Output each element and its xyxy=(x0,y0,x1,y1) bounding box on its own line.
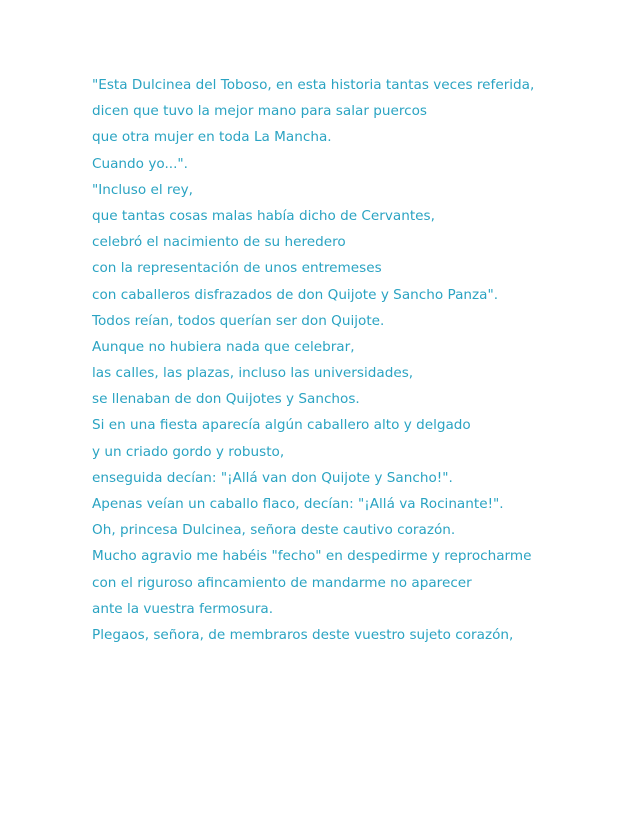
text-line: Aunque no hubiera nada que celebrar, xyxy=(92,338,355,355)
text-line: y un criado gordo y robusto, xyxy=(92,443,285,460)
text-line: Mucho agravio me habéis "fecho" en despedirme y reprocharme xyxy=(92,548,532,565)
text-line: celebró el nacimiento de su heredero xyxy=(92,234,346,251)
text-line: Plegaos, señora, de membraros deste vuestro sujeto corazón, xyxy=(92,626,514,643)
text-line: las calles, las plazas, incluso las universidades, xyxy=(92,365,414,382)
text-line: "Esta Dulcinea del Toboso, en esta historia tantas veces referida, xyxy=(92,77,535,93)
text-line: con la representación de unos entremeses xyxy=(92,260,382,277)
text-line: Apenas veían un caballo flaco, decían: "¡Allá va Rocinante!". xyxy=(92,496,504,512)
text-line: "Incluso el rey, xyxy=(92,181,193,198)
text-line: con el riguroso afincamiento de mandarme no aparecer xyxy=(92,574,472,591)
text-line: dicen que tuvo la mejor mano para salar puercos xyxy=(92,103,427,120)
text-line: Cuando yo...". xyxy=(92,155,188,172)
text-line: que otra mujer en toda La Mancha. xyxy=(92,129,332,146)
text-body xyxy=(92,72,622,648)
text-line: Todos reían, todos querían ser don Quijote. xyxy=(92,312,385,329)
text-line: ante la vuestra fermosura. xyxy=(92,600,274,617)
text-line: enseguida decían: "¡Allá van don Quijote y Sancho!". xyxy=(92,469,453,486)
text-line: se llenaban de don Quijotes y Sanchos. xyxy=(92,391,360,408)
text-line: con caballeros disfrazados de don Quijote y Sancho Panza". xyxy=(92,286,499,303)
text-line: que tantas cosas malas había dicho de Cervantes, xyxy=(92,207,435,224)
text-line: Oh, princesa Dulcinea, señora deste cautivo corazón. xyxy=(92,522,456,539)
text-line: Si en una fiesta aparecía algún caballero alto y delgado xyxy=(92,417,471,434)
